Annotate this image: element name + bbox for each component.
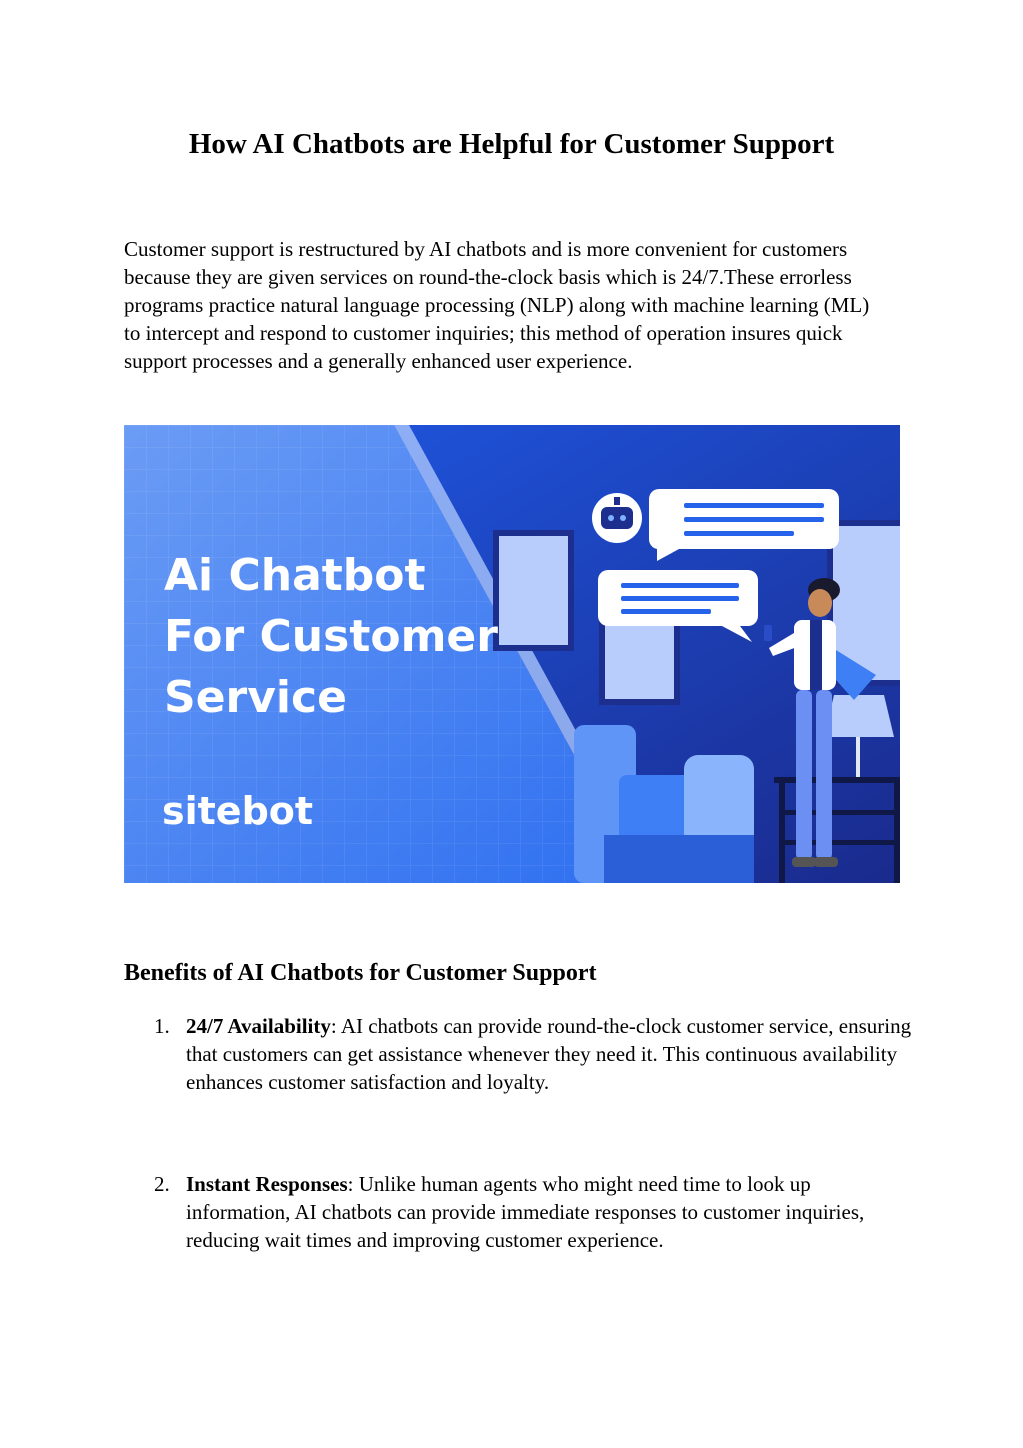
intro-paragraph: Customer support is restructured by AI chatbots and is more convenient for customers because they are given services on round-the-clock basis which is 24/7.These errorless programs practice natural language processing (NLP) along with machine learning (ML) to intercept and respond to customer inquiries; this method of operation insures quick support processes and a generally enhanced user experience. bbox=[124, 237, 870, 373]
list-item-text: : AI chatbots can provide round-the-clock customer service, ensuring that customers can get assistance whenever they need it. This continuous availability enhances customer satisfaction and loyalty. bbox=[186, 1014, 912, 1094]
list-item-text: : Unlike human agents who might need time to look up information, AI chatbots can provide immediate responses to customer inquiries, reducing wait times and improving customer experience. bbox=[186, 1172, 865, 1252]
benefits-heading: Benefits of AI Chatbots for Customer Support bbox=[124, 960, 597, 986]
banner-headline-line: Ai Chatbot bbox=[164, 550, 426, 601]
banner-headline-line: Service bbox=[164, 672, 347, 723]
list-item-number: 1. bbox=[154, 1014, 170, 1038]
list-item-term: Instant Responses bbox=[186, 1172, 348, 1196]
list-item-number: 2. bbox=[154, 1172, 170, 1196]
page-title: How AI Chatbots are Helpful for Customer Support bbox=[188, 128, 835, 160]
robot-avatar-icon bbox=[592, 493, 642, 543]
banner-headline-line: For Customer bbox=[164, 611, 498, 662]
list-item-term: 24/7 Availability bbox=[186, 1014, 331, 1038]
sitebot-logo: sitebot bbox=[162, 789, 314, 833]
banner-image bbox=[124, 425, 900, 883]
banner-headline bbox=[164, 545, 584, 728]
list-item bbox=[124, 1012, 914, 1096]
list-item bbox=[124, 1170, 914, 1254]
